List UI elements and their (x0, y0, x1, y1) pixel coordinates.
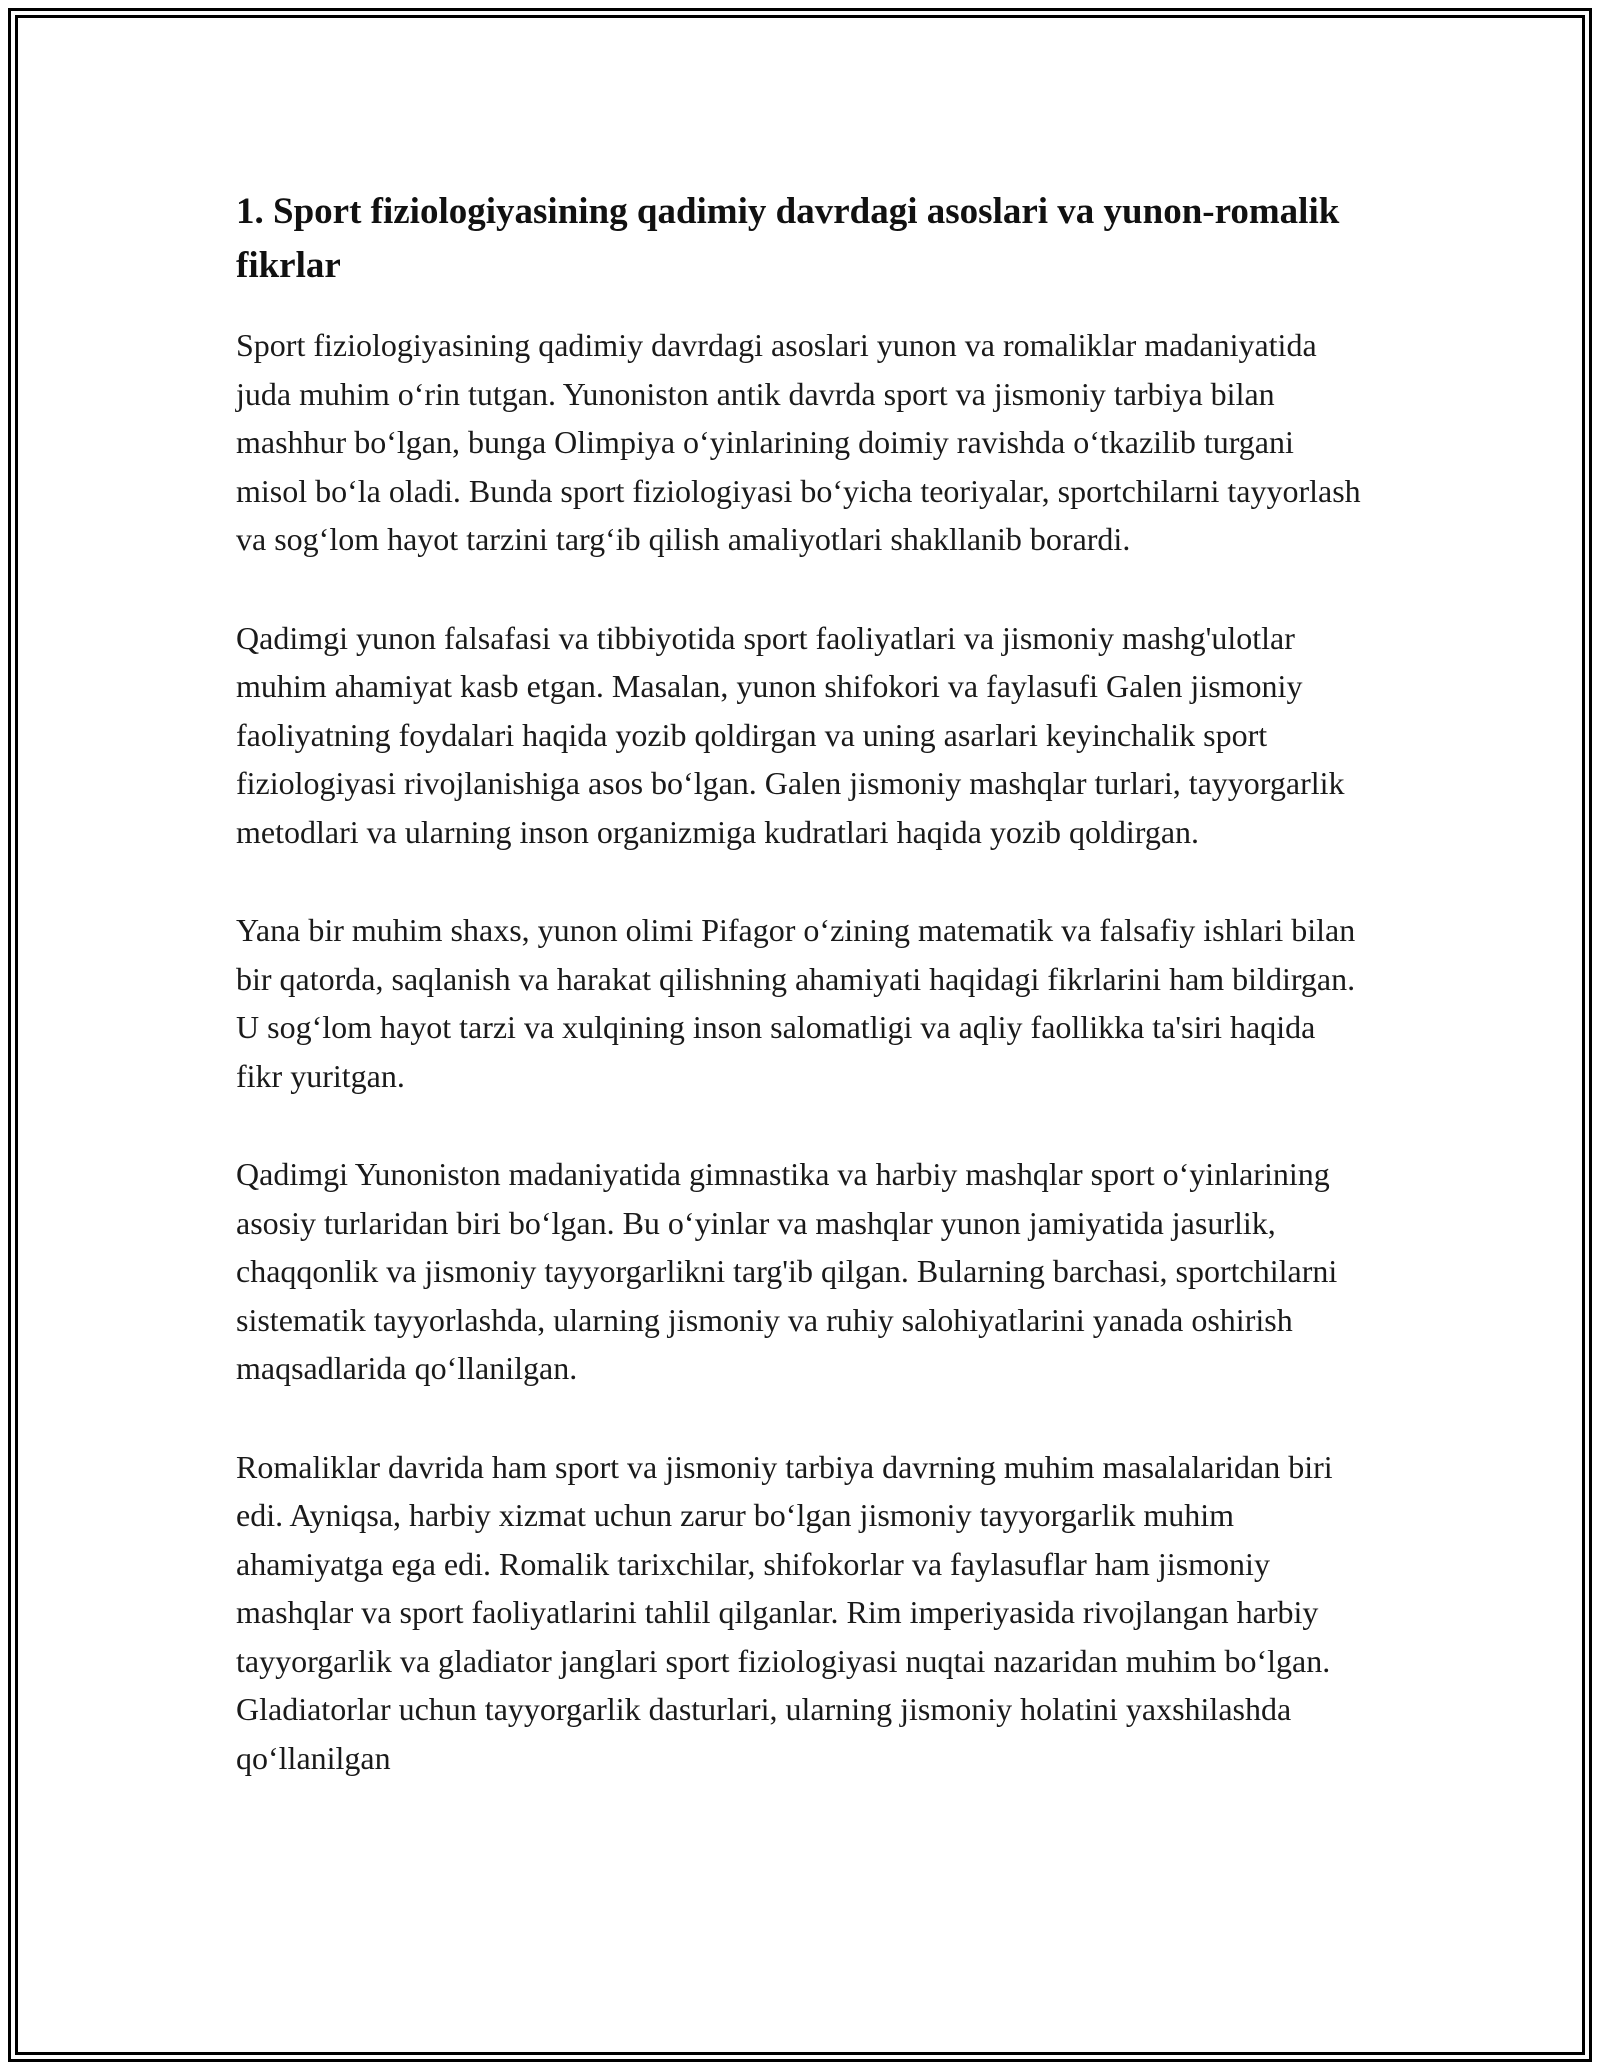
paragraph-1: Sport fiziologiyasining qadimiy davrdagi asoslari yunon va romaliklar madaniyatida juda muhim o‘rin tutgan. Yunoniston antik davrda sport va jismoniy tarbiya bilan mashhur bo‘lgan, bunga Olimpiya o‘yinlarining doimiy ravishda o‘tkazilib turgani misol bo‘la oladi. Bunda sport fiziologiyasi bo‘yicha teoriyalar, sportchilarni tayyorlash va sog‘lom hayot tarzini targ‘ib qilish amaliyotlari shakllanib borardi. (236, 327, 1361, 557)
paragraph-2: Qadimgi yunon falsafasi va tibbiyotida sport faoliyatlari va jismoniy mashg'ulotlar muhim ahamiyat kasb etgan. Masalan, yunon shifokori va faylasufi Galen jismoniy faoliyatning foydalari haqida yozib qoldirgan va uning asarlari keyinchalik sport fiziologiyasi rivojlanishiga asos bo‘lgan. Galen jismoniy mashqlar turlari, tayyorgarlik metodlari va ularning inson organizmiga kudratlari haqida yozib qoldirgan. (236, 619, 1345, 850)
document-body (236, 185, 1366, 1782)
paragraph-3: Yana bir muhim shaxs, yunon olimi Pifagor o‘zining matematik va falsafiy ishlari bilan bir qatorda, saqlanish va harakat qilishning ahamiyati haqidagi fikrlarini ham bildirgan. U sog‘lom hayot tarzi va xulqining inson salomatligi va aqliy faollikka ta'siri haqida fikr yuritgan. (236, 912, 1356, 1094)
paragraph-5: Romaliklar davrida ham sport va jismoniy tarbiya davrning muhim masalalaridan biri edi. Ayniqsa, harbiy xizmat uchun zarur bo‘lgan jismoniy tayyorgarlik muhim ahamiyatga ega edi. Romalik tarixchilar, shifokorlar va faylasuflar ham jismoniy mashqlar va sport faoliyatlarini tahlil qilganlar. Rim imperiyasida rivojlangan harbiy tayyorgarlik va gladiator janglari sport fiziologiyasi nuqtai nazaridan muhim bo‘lgan. Gladiatorlar uchun tayyorgarlik dasturlari, ularning jismoniy holatini yaxshilashda qo‘llanilgan (236, 1448, 1333, 1776)
section-heading: 1. Sport fiziologiyasining qadimiy davrdagi asoslari va yunon-romalik fikrlar (236, 191, 1340, 286)
paragraph-4: Qadimgi Yunoniston madaniyatida gimnastika va harbiy mashqlar sport o‘yinlarining asosiy turlaridan biri bo‘lgan. Bu o‘yinlar va mashqlar yunon jamiyatida jasurlik, chaqqonlik va jismoniy tayyorgarlikni targ'ib qilgan. Bularning barchasi, sportchilarni sistematik tayyorlashda, ularning jismoniy va ruhiy salohiyatlarini yanada oshirish maqsadlarida qo‘llanilgan. (236, 1156, 1338, 1386)
